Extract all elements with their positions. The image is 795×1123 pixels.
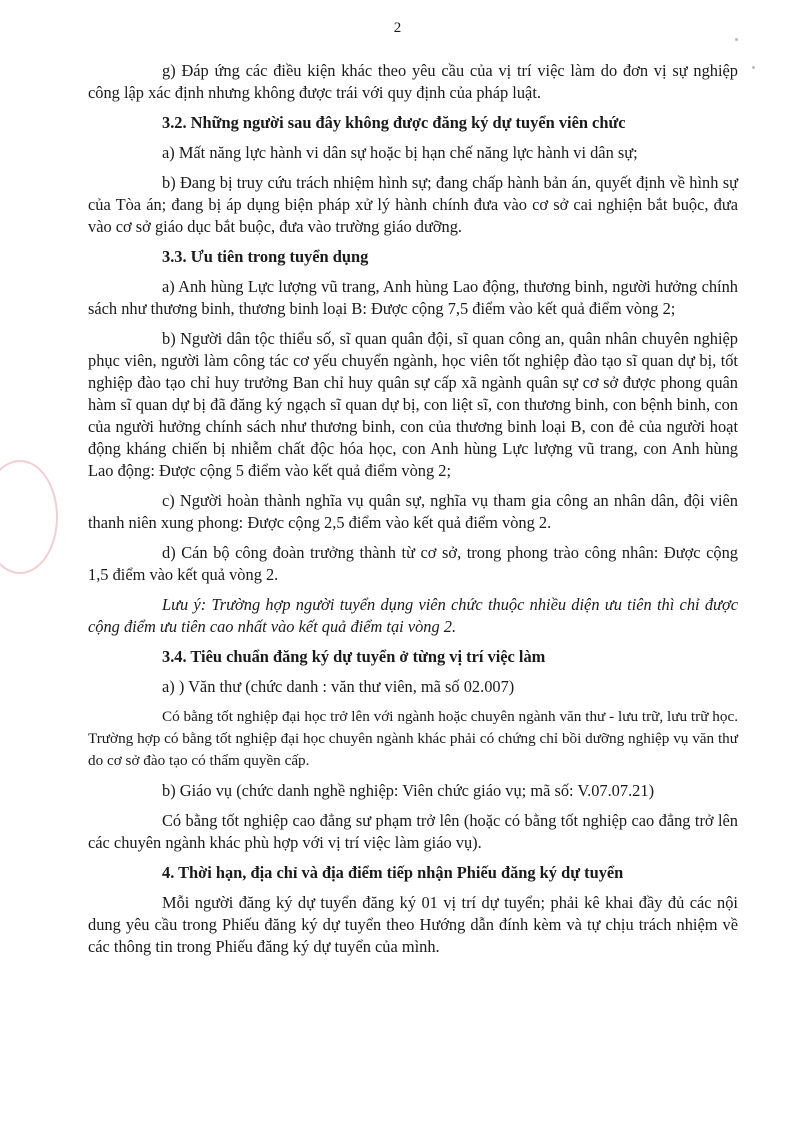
paragraph-exclusion-a: a) Mất năng lực hành vi dân sự hoặc bị hạn chế năng lực hành vi dân sự; [162,143,638,162]
section-heading-3-4: 3.4. Tiêu chuẩn đăng ký dự tuyển ở từng vị trí việc làm [162,647,546,666]
priority-note: Lưu ý: Trường hợp người tuyển dụng viên chức thuộc nhiều diện ưu tiên thì chỉ được cộng điểm ưu tiên cao nhất vào kết quả điểm tại vòng 2. [88,595,738,636]
position-academic-affairs-title: b) Giáo vụ (chức danh nghề nghiệp: Viên chức giáo vụ; mã số: V.07.07.21) [162,781,655,800]
paragraph-condition-g: g) Đáp ứng các điều kiện khác theo yêu cầu của vị trí việc làm do đơn vị sự nghiệp công lập xác định nhưng không được trái với quy định của pháp luật. [88,61,738,102]
paragraph-exclusion-b: b) Đang bị truy cứu trách nhiệm hình sự; đang chấp hành bản án, quyết định về hình sự của Tòa án; đang bị áp dụng biện pháp xử lý hành chính đưa vào cơ sở cai nghiện bắt buộc, đưa vào cơ sở giáo dục bắt buộc, đưa vào trường giáo dưỡng. [88,173,738,236]
page-number: 2 [393,20,402,36]
paragraph-registration-rule: Mỗi người đăng ký dự tuyển đăng ký 01 vị trí dự tuyển; phải kê khai đầy đủ các nội dung yêu cầu trong Phiếu đăng ký dự tuyển theo Hướng dẫn đính kèm và tự chịu trách nhiệm về các thông tin trong Phiếu đăng ký dự tuyển của mình. [88,893,738,956]
paragraph-priority-d: d) Cán bộ công đoàn trưởng thành từ cơ sở, trong phong trào công nhân: Được cộng 1,5 điểm vào kết quả vòng 2. [88,543,738,584]
paragraph-priority-c: c) Người hoàn thành nghĩa vụ quân sự, nghĩa vụ tham gia công an nhân dân, đội viên thanh niên xung phong: Được cộng 2,5 điểm vào kết quả điểm vòng 2. [88,491,738,532]
scan-speck [752,66,755,69]
faded-stamp [0,460,58,574]
section-heading-3-2: 3.2. Những người sau đây không được đăng ký dự tuyển viên chức [162,113,626,132]
document-body [88,60,738,966]
position-academic-affairs-requirement: Có bằng tốt nghiệp cao đẳng sư phạm trở lên (hoặc có bằng tốt nghiệp cao đẳng trở lên các chuyên ngành khác phù hợp với vị trí việc làm giáo vụ). [88,811,738,852]
position-clerk-requirement: Có bằng tốt nghiệp đại học trở lên với ngành hoặc chuyên ngành văn thư - lưu trữ, lưu trữ học. Trường hợp có bằng tốt nghiệp đại học chuyên ngành khác phải có chứng chỉ bồi dưỡng nghiệp vụ văn thư do cơ sở đào tạo có thẩm quyền cấp. [88,708,738,769]
scan-speck [735,38,738,41]
paragraph-priority-a: a) Anh hùng Lực lượng vũ trang, Anh hùng Lao động, thương binh, người hưởng chính sách như thương binh, thương binh loại B: Được cộng 7,5 điểm vào kết quả điểm vòng 2; [88,277,738,318]
position-clerk-title: a) ) Văn thư (chức danh : văn thư viên, mã số 02.007) [162,677,515,696]
section-heading-3-3: 3.3. Ưu tiên trong tuyển dụng [162,247,369,266]
paragraph-priority-b: b) Người dân tộc thiểu số, sĩ quan quân đội, sĩ quan công an, quân nhân chuyên nghiệp phục viên, người làm công tác cơ yếu chuyển ngành, học viên tốt nghiệp đào tạo sĩ quan dự bị, tốt nghiệp đào tạo chỉ huy trưởng Ban chỉ huy quân sự cấp xã ngành quân sự cơ sở được phong quân hàm sĩ quan dự bị đã đăng ký ngạch sĩ quan dự bị, con liệt sĩ, con thương binh, con bệnh binh, con của người hưởng chính sách như thương binh, con của thương binh loại B, con đẻ của người hoạt động kháng chiến bị nhiễm chất độc hóa học, con Anh hùng Lực lượng vũ trang, con Anh hùng Lao động: Được cộng 5 điểm vào kết quả điểm vòng 2; [88,329,738,480]
section-heading-4: 4. Thời hạn, địa chỉ và địa điểm tiếp nhận Phiếu đăng ký dự tuyển [162,863,624,882]
